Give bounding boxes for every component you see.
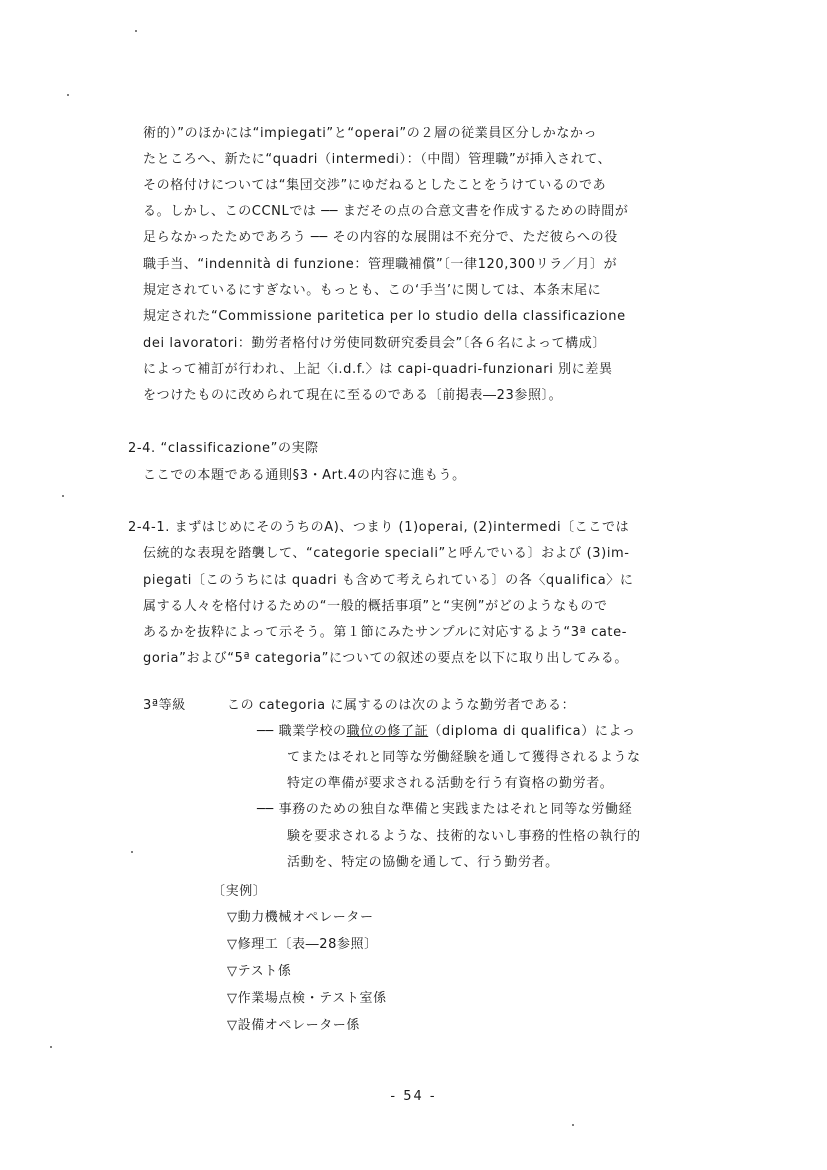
list-item: ▽設備オペレーター係 [227, 1018, 360, 1033]
text-line: あるかを抜粋によって示そう。第１節にみたサンプルに対応するよう“3ª cate- [143, 625, 627, 640]
list-item: ▽テスト係 [227, 964, 292, 979]
list-item: ▽作業場点検・テスト室係 [227, 991, 387, 1006]
text-segment: （diploma di qualifica）によっ [428, 724, 636, 739]
text-line: によって補訂が行われ、上記〈i.d.f.〉は capi-quadri-funzionari 別に差異 [143, 362, 613, 377]
text-segment: 職業学校の [278, 724, 347, 739]
text-line: 2-4-1. まずはじめにそのうちのA)、つまり (1)operai, (2)intermedi〔ここでは [128, 520, 630, 535]
text-line: 伝統的な表現を踏襲して、“categorie speciali”と呼んでいる〕および (3)im- [143, 546, 630, 561]
text-line: 規定された“Commissione paritetica per lo studio della classificazione [143, 309, 626, 324]
em-dash: ── [257, 802, 274, 817]
section-heading: 2-4. “classificazione”の実際 [128, 441, 319, 456]
text-line: る。しかし、このCCNLでは ── まだその点の合意文書を作成するための時間が [143, 204, 629, 219]
grade-intro: この categoria に属するのは次のような勤労者である： [227, 698, 576, 713]
list-item: ▽動力機械オペレーター [227, 910, 374, 925]
text-line: 術的）”のほかには“impiegati”と“operai”の２層の従業員区分しかなかっ [143, 126, 598, 141]
list-item: ▽修理工〔表―28参照〕 [227, 937, 378, 952]
bullet-first-line [257, 802, 632, 818]
grade-label: 3ª等級 [143, 698, 186, 713]
text-line: 験を要求されるような、技術的ないし事務的性格の執行的 [287, 829, 641, 844]
text-line: piegati〔このうちには quadri も含めて考えられている〕の各〈qualifica〉に [143, 573, 634, 588]
page-number: - 54 - [390, 1089, 437, 1104]
scan-speck [67, 94, 69, 96]
text-line: 規定されているにすぎない。もっとも、この‘手当’に関しては、本条末尾に [143, 283, 602, 298]
text-line: 特定の準備が要求される活動を行う有資格の勤労者。 [287, 776, 614, 791]
text-line: 活動を、特定の協働を通して、行う勤労者。 [287, 855, 559, 870]
scan-speck [62, 495, 64, 497]
text-line: 足らなかったためであろう ── その内容的な展開は不充分で、ただ彼らへの役 [143, 230, 618, 245]
text-line: dei lavoratori：勤労者格付け労使同数研究委員会”〔各６名によって構成〕 [143, 336, 606, 351]
text-line: 属する人々を格付けるための“一般的概括事項”と“実例”がどのようなもので [143, 599, 608, 614]
text-line: 職手当、“indennità di funzione：管理職補償”〔一律120,300リラ／月〕が [143, 257, 618, 272]
scan-speck [131, 851, 133, 853]
section-intro: ここでの本題である通則§3・Art.4の内容に進もう。 [143, 468, 466, 483]
text-line: をつけたものに改められて現在に至るのである〔前掲表―23参照〕。 [143, 388, 563, 403]
text-line: その格付けについては“集団交渉”にゆだねるとしたことをうけているのであ [143, 178, 607, 193]
underlined-term: 職位の修了証 [346, 724, 429, 739]
em-dash: ── [257, 724, 274, 739]
text-line: たところへ、新たに“quadri（intermedi）：（中間）管理職”が挿入されて、 [143, 152, 612, 167]
scan-speck [572, 1124, 574, 1126]
text-line: てまたはそれと同等な労働経験を通して獲得されるような [287, 750, 641, 765]
scan-speck [50, 1046, 52, 1048]
text-segment: 事務のための独自な準備と実践またはそれと同等な労働経 [278, 802, 633, 817]
examples-label: 〔実例〕 [212, 884, 267, 899]
bullet-first-line [257, 724, 636, 740]
scan-speck [135, 30, 137, 32]
text-line: goria”および“5ª categoria”についての叙述の要点を以下に取り出してみる。 [143, 651, 628, 666]
